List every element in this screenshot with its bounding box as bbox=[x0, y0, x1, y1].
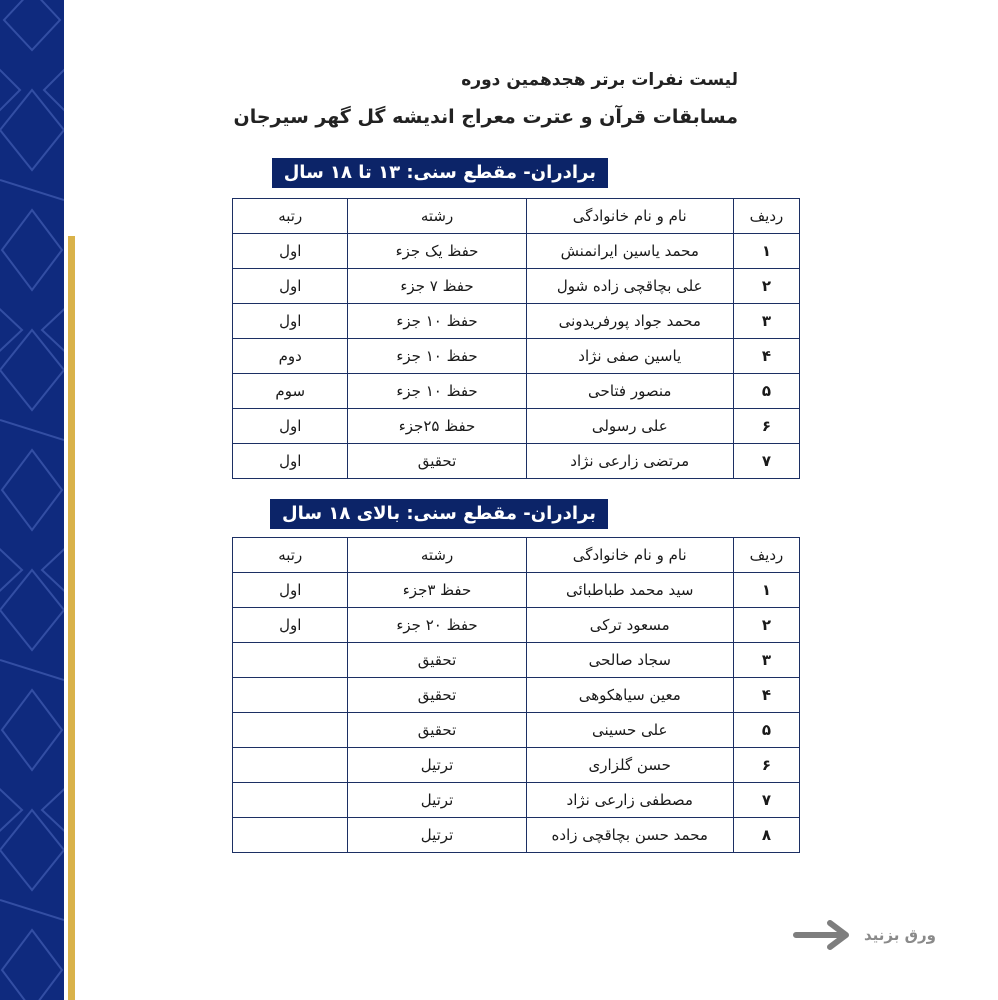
table-row bbox=[233, 269, 800, 304]
participant-name: علی بچاقچی زاده شول bbox=[526, 269, 733, 304]
row-number: ۲ bbox=[733, 608, 799, 643]
rank bbox=[233, 713, 348, 748]
column-header-field: رشته bbox=[348, 538, 526, 573]
column-header-rank: رتبه bbox=[233, 538, 348, 573]
row-number: ۳ bbox=[733, 643, 799, 678]
table-row bbox=[233, 573, 800, 608]
roster-table-over-18 bbox=[232, 537, 800, 853]
participant-name: محمد یاسین ایرانمنش bbox=[526, 234, 733, 269]
participant-name: یاسین صفی نژاد bbox=[526, 339, 733, 374]
competition-field: تحقیق bbox=[348, 643, 526, 678]
row-number: ۶ bbox=[733, 409, 799, 444]
participant-name: منصور فتاحی bbox=[526, 374, 733, 409]
geometric-pattern bbox=[0, 0, 64, 1000]
rank: اول bbox=[233, 269, 348, 304]
row-number: ۴ bbox=[733, 339, 799, 374]
competition-field: تحقیق bbox=[348, 444, 526, 479]
competition-field: حفظ ۱۰ جزء bbox=[348, 374, 526, 409]
row-number: ۵ bbox=[733, 713, 799, 748]
participant-name: محمد جواد پورفریدونی bbox=[526, 304, 733, 339]
table-row bbox=[233, 304, 800, 339]
row-number: ۳ bbox=[733, 304, 799, 339]
rank: اول bbox=[233, 608, 348, 643]
participant-name: معین سیاهکوهی bbox=[526, 678, 733, 713]
rank: دوم bbox=[233, 339, 348, 374]
rank: اول bbox=[233, 234, 348, 269]
column-header-row-number: ردیف bbox=[733, 538, 799, 573]
arrow-right-icon bbox=[792, 918, 854, 952]
table-header-row bbox=[233, 538, 800, 573]
participant-name: علی رسولی bbox=[526, 409, 733, 444]
rank: سوم bbox=[233, 374, 348, 409]
row-number: ۴ bbox=[733, 678, 799, 713]
row-number: ۲ bbox=[733, 269, 799, 304]
competition-field: حفظ ۱۰ جزء bbox=[348, 304, 526, 339]
column-header-name: نام و نام خانوادگی bbox=[526, 199, 733, 234]
table-header-row bbox=[233, 199, 800, 234]
rank: اول bbox=[233, 409, 348, 444]
column-header-field: رشته bbox=[348, 199, 526, 234]
table-row bbox=[233, 444, 800, 479]
competition-field: حفظ ۳جزء bbox=[348, 573, 526, 608]
competition-field: حفظ ۷ جزء bbox=[348, 269, 526, 304]
competition-field: حفظ ۲۰ جزء bbox=[348, 608, 526, 643]
competition-field: حفظ ۱۰ جزء bbox=[348, 339, 526, 374]
table-row bbox=[233, 713, 800, 748]
participant-name: سجاد صالحی bbox=[526, 643, 733, 678]
page-title-line-2: مسابقات قرآن و عترت معراج اندیشه گل گهر سیرجان bbox=[233, 106, 738, 128]
rank bbox=[233, 678, 348, 713]
competition-field: ترتیل bbox=[348, 783, 526, 818]
column-header-name: نام و نام خانوادگی bbox=[526, 538, 733, 573]
row-number: ۵ bbox=[733, 374, 799, 409]
rank bbox=[233, 783, 348, 818]
table-row bbox=[233, 339, 800, 374]
roster-table-13-18 bbox=[232, 198, 800, 479]
next-page-label: ورق بزنید bbox=[864, 926, 936, 944]
rank: اول bbox=[233, 444, 348, 479]
participant-name: مرتضی زارعی نژاد bbox=[526, 444, 733, 479]
table-row bbox=[233, 678, 800, 713]
row-number: ۶ bbox=[733, 748, 799, 783]
column-header-rank: رتبه bbox=[233, 199, 348, 234]
rank bbox=[233, 818, 348, 853]
row-number: ۷ bbox=[733, 444, 799, 479]
rank bbox=[233, 748, 348, 783]
row-number: ۱ bbox=[733, 234, 799, 269]
competition-field: حفظ یک جزء bbox=[348, 234, 526, 269]
row-number: ۱ bbox=[733, 573, 799, 608]
participant-name: حسن گلزاری bbox=[526, 748, 733, 783]
table-row bbox=[233, 234, 800, 269]
next-page-hint[interactable] bbox=[792, 918, 936, 952]
table-row bbox=[233, 608, 800, 643]
section-header-over-18: برادران- مقطع سنی: بالای ۱۸ سال bbox=[270, 499, 608, 529]
table-row bbox=[233, 783, 800, 818]
gold-accent-bar bbox=[68, 236, 75, 1000]
table-row bbox=[233, 818, 800, 853]
competition-field: تحقیق bbox=[348, 678, 526, 713]
row-number: ۷ bbox=[733, 783, 799, 818]
rank: اول bbox=[233, 304, 348, 339]
table-row bbox=[233, 409, 800, 444]
participant-name: مسعود ترکی bbox=[526, 608, 733, 643]
column-header-row-number: ردیف bbox=[733, 199, 799, 234]
rank: اول bbox=[233, 573, 348, 608]
participant-name: مصطفی زارعی نژاد bbox=[526, 783, 733, 818]
page-title-line-1: لیست نفرات برتر هجدهمین دوره bbox=[461, 70, 738, 90]
rank bbox=[233, 643, 348, 678]
row-number: ۸ bbox=[733, 818, 799, 853]
competition-field: حفظ ۲۵جزء bbox=[348, 409, 526, 444]
participant-name: محمد حسن بچاقچی زاده bbox=[526, 818, 733, 853]
competition-field: ترتیل bbox=[348, 748, 526, 783]
competition-field: تحقیق bbox=[348, 713, 526, 748]
table-row bbox=[233, 374, 800, 409]
participant-name: سید محمد طباطبائی bbox=[526, 573, 733, 608]
section-header-13-18: برادران- مقطع سنی: ۱۳ تا ۱۸ سال bbox=[272, 158, 608, 188]
table-row bbox=[233, 748, 800, 783]
competition-field: ترتیل bbox=[348, 818, 526, 853]
table-row bbox=[233, 643, 800, 678]
participant-name: علی حسینی bbox=[526, 713, 733, 748]
decorative-side-panel bbox=[0, 0, 64, 1000]
